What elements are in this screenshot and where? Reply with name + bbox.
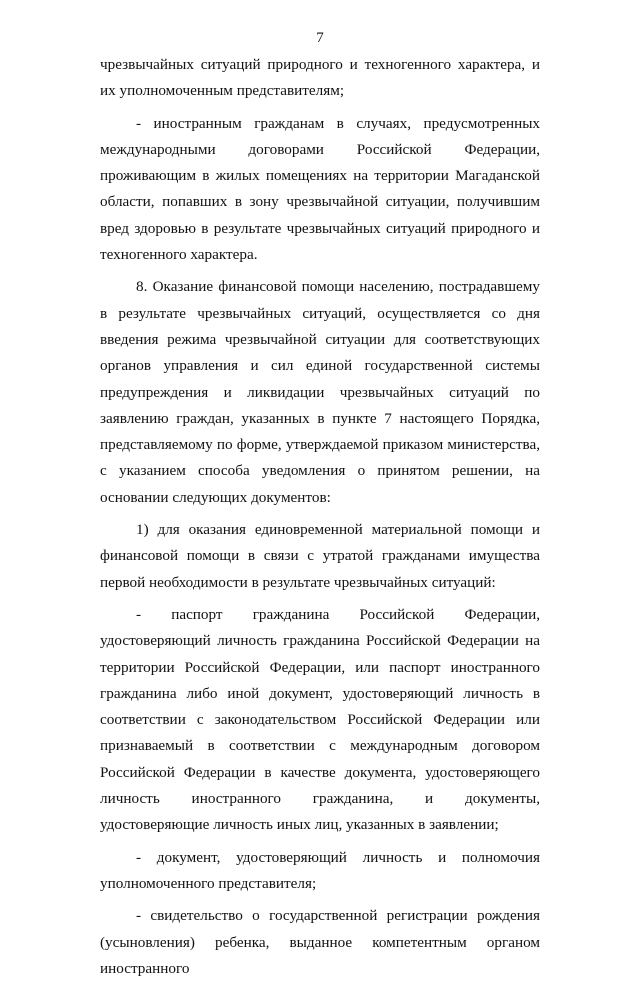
- paragraph-4: 1) для оказания единовременной материальной помощи и финансовой помощи в связи с утратой гражданами имущества первой необходимости в результате чрезвычайных ситуаций:: [100, 521, 540, 591]
- page-number: 7: [316, 30, 324, 46]
- document-body: [100, 52, 540, 988]
- paragraph-6: - документ, удостоверяющий личность и полномочия уполномоченного представителя;: [100, 848, 540, 892]
- paragraph-5: - паспорт гражданина Российской Федерации, удостоверяющий личность гражданина Российской Федерации на территории Российской Федерации, или паспорт иностранного гражданина либо иной документ, удостоверяющий личность в соответствии с законодательством Российской Федерации или признаваемый в соответствии с международным договором Российской Федерации в качестве документа, удостоверяющего личность иностранного гражданина, и документы, удостоверяющие личность иных лиц, указанных в заявлении;: [100, 605, 540, 834]
- paragraph-1: чрезвычайных ситуаций природного и техногенного характера, и их уполномоченным представителям;: [100, 56, 540, 100]
- paragraph-3: 8. Оказание финансовой помощи населению, пострадавшему в результате чрезвычайных ситуаций, осуществляется со дня введения режима чрезвычайной ситуации для соответствующих органов управления и сил единой государственной системы предупреждения и ликвидации чрезвычайных ситуаций по заявлению граждан, указанных в пункте 7 настоящего Порядка, представляемому по форме, утверждаемой приказом министерства, с указанием способа уведомления о принятом решении, на основании следующих документов:: [100, 278, 540, 506]
- paragraph-7: - свидетельство о государственной регистрации рождения (усыновления) ребенка, выданное компетентным органом иностранного: [100, 907, 540, 977]
- paragraph-2: - иностранным гражданам в случаях, предусмотренных международными договорами Российской Федерации, проживающим в жилых помещениях на территории Магаданской области, попавших в зону чрезвычайной ситуации, получившим вред здоровью в результате чрезвычайных ситуаций природного и техногенного характера.: [100, 114, 540, 264]
